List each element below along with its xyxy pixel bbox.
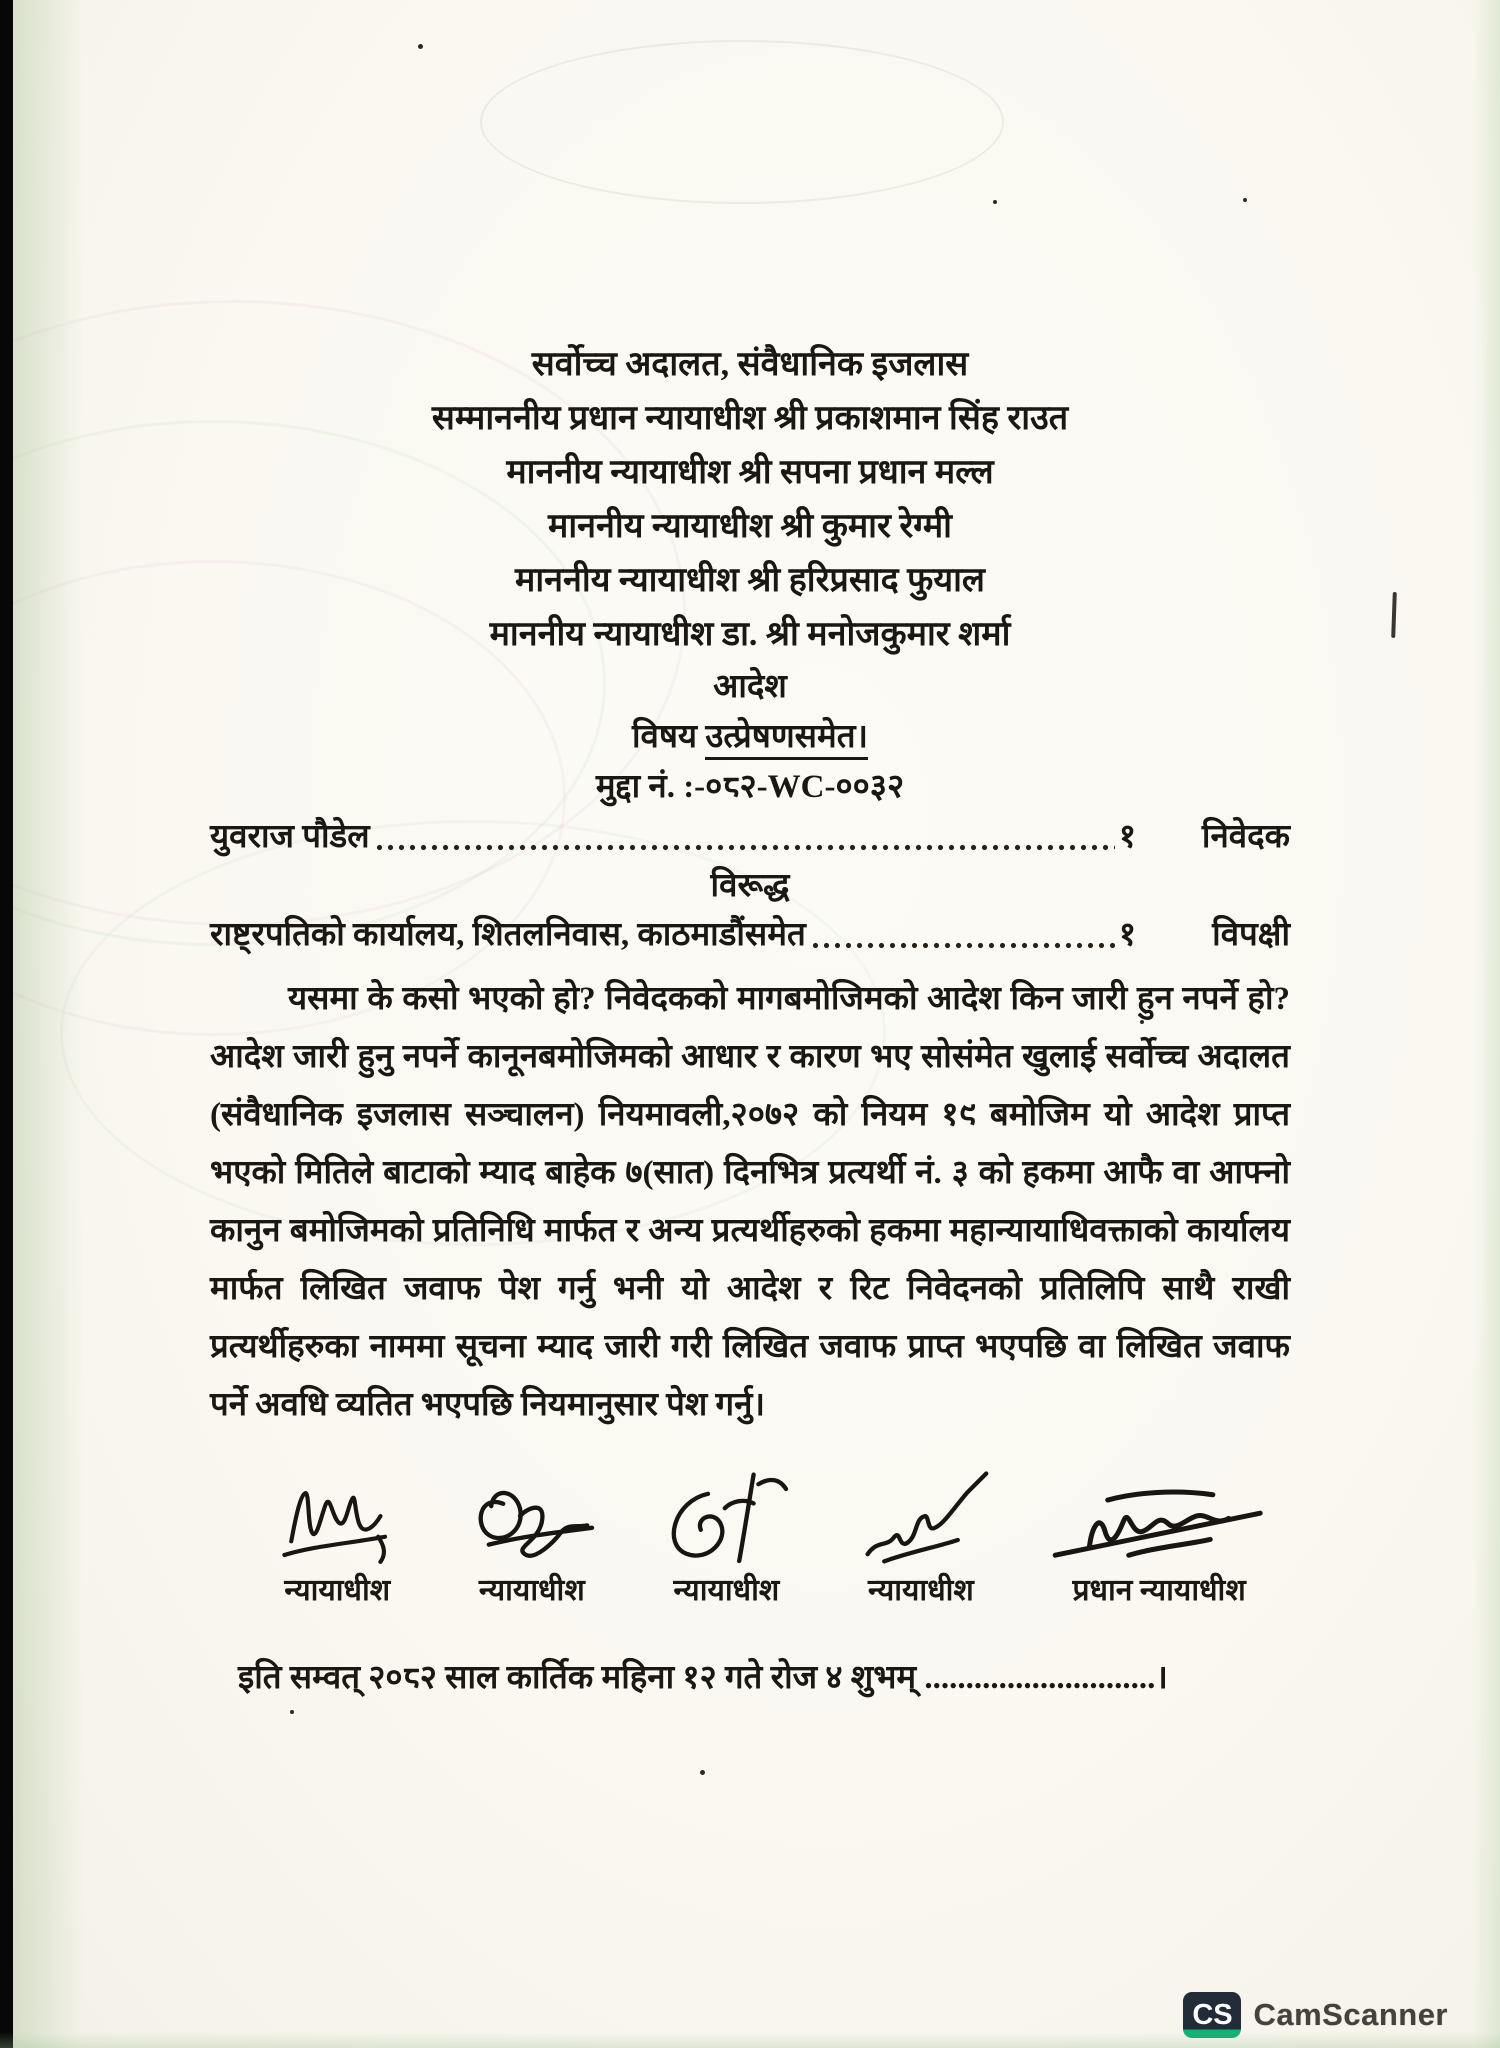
- judge-signature-icon: [277, 1475, 397, 1571]
- subject-line: [210, 712, 1290, 762]
- scan-left-shadow: [13, 0, 83, 2048]
- bench-justice-3: माननीय न्यायाधीश श्री हरिप्रसाद फुयाल: [515, 562, 985, 599]
- date-line: इति सम्वत् २०८२ साल कार्तिक महिना १२ गते रोज ४ शुभम् ............................।: [238, 1660, 1168, 1696]
- signature-block: [1028, 1479, 1290, 1611]
- dotted-leader: [810, 940, 1115, 950]
- subject-value: उत्प्रेषणसमेत।: [705, 719, 868, 760]
- judge-signature-icon: [851, 1471, 991, 1571]
- scan-speck: [290, 1710, 294, 1714]
- petitioner-name: युवराज पौडेल: [210, 819, 370, 855]
- versus-label: विरूद्ध: [710, 868, 790, 904]
- signature-block: [250, 1475, 425, 1611]
- order-heading: आदेश: [713, 669, 787, 705]
- petitioner-count: १: [1118, 819, 1136, 855]
- bench-chief-justice: सम्माननीय प्रधान न्यायाधीश श्री प्रकाशमान सिंह राउत: [431, 400, 1069, 437]
- signature-block: [445, 1475, 620, 1611]
- scan-right-shadow: [1474, 0, 1500, 2048]
- signature-title: न्यायाधीश: [284, 1574, 391, 1607]
- scan-left-edge: [0, 0, 13, 2048]
- bench-justice-2: माननीय न्यायाधीश श्री कुमार रेग्मी: [548, 508, 952, 545]
- scan-speck: [418, 44, 423, 49]
- camscanner-watermark: [1183, 1992, 1448, 2038]
- camscanner-brand-text: CamScanner: [1253, 1997, 1448, 2032]
- respondent-count: १: [1118, 917, 1136, 953]
- signature-title: न्यायाधीश: [478, 1574, 585, 1607]
- bench-justice-1: माननीय न्यायाधीश श्री सपना प्रधान मल्ल: [506, 454, 994, 491]
- signature-row: [250, 1467, 1290, 1611]
- scan-speck: [993, 200, 997, 204]
- signature-block: [834, 1471, 1009, 1611]
- signature-block: [639, 1467, 814, 1611]
- scan-speck: [700, 1770, 705, 1775]
- chief-justice-signature-icon: [1049, 1479, 1269, 1571]
- camscanner-icon: [1183, 1992, 1241, 2038]
- petitioner-role: निवेदक: [1201, 819, 1290, 855]
- signature-title: न्यायाधीश: [868, 1574, 974, 1607]
- judge-signature-icon: [467, 1475, 597, 1571]
- subject-label: विषय: [631, 719, 698, 755]
- signature-title: प्रधान न्यायाधीश: [1072, 1574, 1246, 1607]
- judge-signature-icon: [660, 1467, 792, 1571]
- bench-justice-4: माननीय न्यायाधीश डा. श्री मनोजकुमार शर्मा: [489, 616, 1011, 653]
- scan-speck: [1243, 198, 1247, 202]
- camscanner-icon-letters: CS: [1192, 1998, 1233, 2031]
- court-title: सर्वोच्च अदालत, संवैधानिक इजलास: [531, 346, 969, 383]
- signature-title: न्यायाधीश: [673, 1574, 780, 1607]
- order-document: [210, 338, 1290, 1698]
- petitioner-row: [210, 812, 1290, 862]
- order-body-paragraph: यसमा के कसो भएको हो? निवेदकको मागबमोजिमको आदेश किन जारी हुन नपर्ने हो? आदेश जारी हुनु नपर्ने कानूनबमोजिमको आधार र कारण भए सोसंमेत खुलाई सर्वोच्च अदालत (संवैधानिक इजलास सञ्चालन) नियमावली,२०७२ को नियम १९ बमोजिम यो आदेश प्राप्त भएको मितिले बाटाको म्याद बाहेक ७(सात) दिनभित्र प्रत्यर्थी नं. ३ को हकमा आफै वा आफ्नो कानुन बमोजिमको प्रतिनिधि मार्फत र अन्य प्रत्यर्थीहरुको हकमा महान्यायाधिवक्ताको कार्यालय मार्फत लिखित जवाफ पेश गर्नु भनी यो आदेश र रिट निवेदनको प्रतिलिपि साथै राखी प्रत्यर्थीहरुका नाममा सूचना म्याद जारी गरी लिखित जवाफ प्राप्त भएपछि वा लिखित जवाफ पर्ने अवधि व्यतित भएपछि नियमानुसार पेश गर्नु।: [210, 981, 1290, 1423]
- case-number: मुद्दा नं. :-०८२-WC-००३२: [595, 769, 905, 805]
- respondent-role: विपक्षी: [1212, 917, 1290, 953]
- dotted-leader: [374, 842, 1115, 852]
- respondent-name: राष्ट्रपतिको कार्यालय, शितलनिवास, काठमाडौंसमेत: [210, 917, 806, 953]
- respondent-row: [210, 910, 1290, 960]
